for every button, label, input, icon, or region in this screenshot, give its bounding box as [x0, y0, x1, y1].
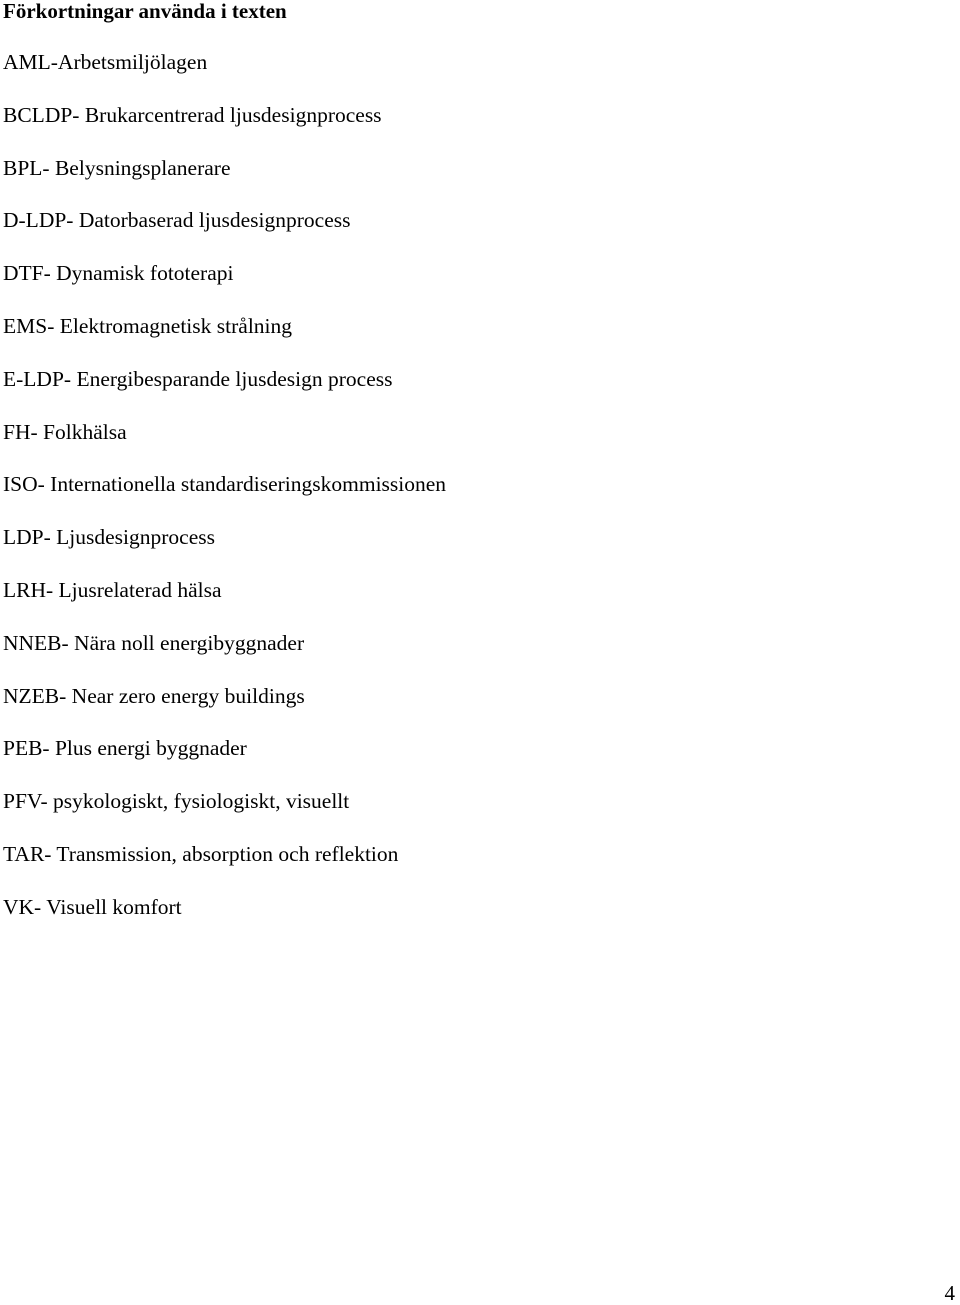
abbreviation-item-vk: VK- Visuell komfort — [3, 894, 182, 919]
abbreviation-item-nneb: NNEB- Nära noll energibyggnader — [3, 630, 305, 655]
abbreviation-item-iso: ISO- Internationella standardiseringskommissionen — [3, 472, 447, 497]
abbreviation-item-ems: EMS- Elektromagnetisk strålning — [3, 313, 293, 338]
abbreviation-item-aml: AML-Arbetsmiljölagen — [3, 50, 208, 74]
abbreviation-item-dtf: DTF- Dynamisk fototerapi — [3, 261, 234, 286]
abbreviation-item-nzeb: NZEB- Near zero energy buildings — [3, 683, 305, 708]
abbreviation-item-bcldp: BCLDP- Brukarcentrerad ljusdesignprocess — [3, 102, 382, 127]
abbreviation-list — [3, 47, 446, 945]
abbreviation-item-fh: FH- Folkhälsa — [3, 419, 127, 444]
abbreviation-item-bpl: BPL- Belysningsplanerare — [3, 155, 231, 180]
abbreviation-item-lrh: LRH- Ljusrelaterad hälsa — [3, 577, 222, 602]
abbreviation-item-ldp: LDP- Ljusdesignprocess — [3, 525, 215, 550]
abbreviation-item-pfv: PFV- psykologiskt, fysiologiskt, visuellt — [3, 789, 350, 814]
abbreviation-item-peb: PEB- Plus energi byggnader — [3, 736, 247, 761]
page-heading: Förkortningar använda i texten — [3, 0, 287, 23]
abbreviation-item-e-ldp: E-LDP- Energibesparande ljusdesign process — [3, 366, 393, 391]
abbreviation-item-d-ldp: D-LDP- Datorbaserad ljusdesignprocess — [3, 208, 351, 233]
page-number: 4 — [944, 1281, 955, 1305]
abbreviation-item-tar: TAR- Transmission, absorption och reflektion — [3, 841, 399, 866]
